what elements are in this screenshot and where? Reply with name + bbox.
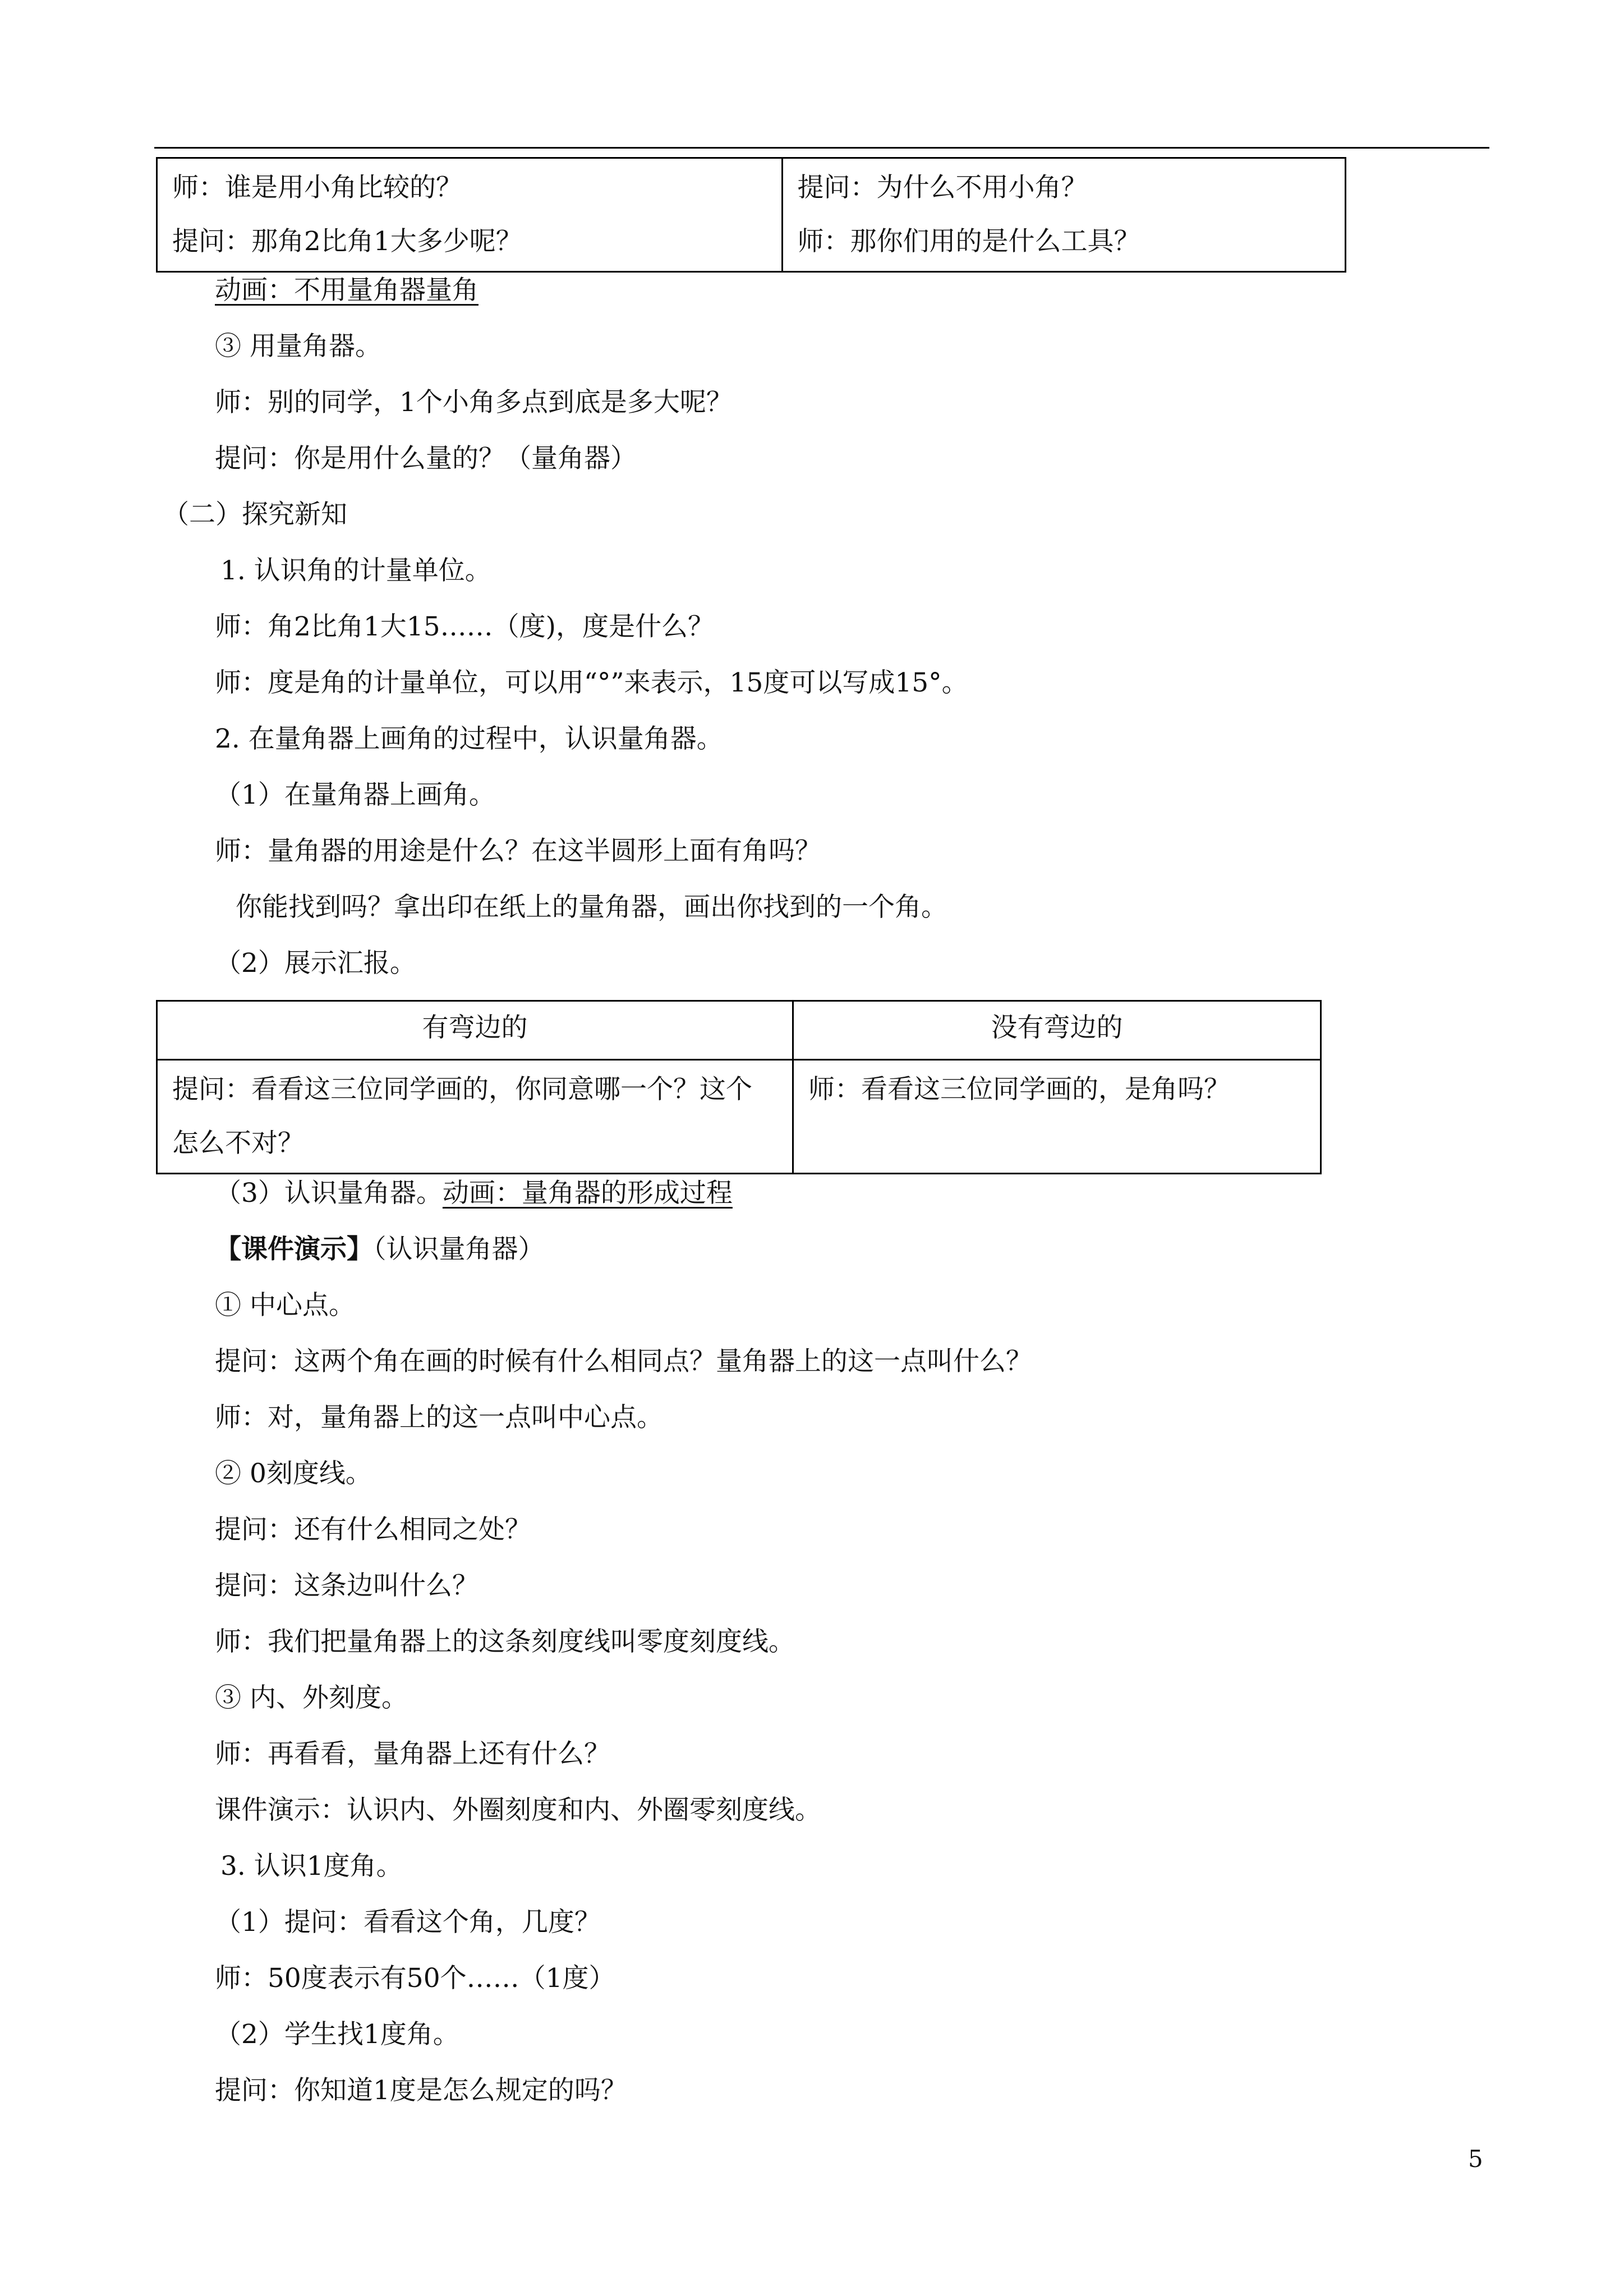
report-table <box>156 1000 1322 1174</box>
dialogue-table-1 <box>156 157 1346 273</box>
paragraph-text: （认识量角器） <box>373 1234 545 1265</box>
paragraph: ① 中心点。 <box>215 1290 355 1321</box>
table-row <box>157 1060 1321 1174</box>
paragraph: 课件演示：认识内、外圈刻度和内、外圈零刻度线。 <box>215 1795 821 1825</box>
paragraph: 提问：你知道1度是怎么规定的吗？ <box>215 2075 627 2106</box>
header-rule <box>154 147 1489 149</box>
paragraph: 提问：还有什么相同之处？ <box>215 1514 531 1545</box>
subsection-heading: 1. 认识角的计量单位。 <box>220 555 491 586</box>
column-header: 有弯边的 <box>157 1001 793 1060</box>
animation-note: 动画：量角器的形成过程 <box>442 1178 733 1209</box>
paragraph: ③ 内、外刻度。 <box>215 1682 408 1713</box>
section-heading: （二）探究新知 <box>163 499 347 530</box>
table-row <box>157 158 1346 272</box>
paragraph: 师：再看看，量角器上还有什么？ <box>215 1739 610 1769</box>
paragraph: 师：度是角的计量单位，可以用“°”来表示，15度可以写成15°。 <box>215 667 968 698</box>
paragraph: 师：对，量角器上的这一点叫中心点。 <box>215 1402 663 1433</box>
paragraph: 师：别的同学，1个小角多点到底是多大呢？ <box>215 387 733 418</box>
paragraph: （1）提问：看看这个角，几度？ <box>215 1907 601 1938</box>
paragraph: 提问：你是用什么量的？（量角器） <box>215 443 637 474</box>
page-number: 5 <box>1468 2145 1483 2173</box>
paragraph: 你能找到吗？拿出印在纸上的量角器，画出你找到的一个角。 <box>236 892 947 923</box>
column-header: 没有弯边的 <box>793 1001 1321 1060</box>
paragraph <box>215 1177 733 1210</box>
paragraph: 师：角2比角1大15……（度)，度是什么？ <box>215 611 714 642</box>
paragraph: （2）展示汇报。 <box>215 948 416 979</box>
animation-note: 动画：不用量角器量角 <box>215 275 479 306</box>
table-cell: 提问：看看这三位同学画的，你同意哪一个？这个怎么不对？ <box>157 1060 793 1174</box>
paragraph: （1）在量角器上画角。 <box>215 780 495 810</box>
paragraph: （2）学生找1度角。 <box>215 2019 459 2050</box>
paragraph <box>215 1233 545 1266</box>
subsection-heading: 3. 认识1度角。 <box>220 1851 403 1882</box>
paragraph: 师：我们把量角器上的这条刻度线叫零度刻度线。 <box>215 1626 795 1657</box>
paragraph: ② 0刻度线。 <box>215 1458 372 1489</box>
table-cell: 师：看看这三位同学画的，是角吗？ <box>793 1060 1321 1174</box>
paragraph: 提问：这条边叫什么？ <box>215 1570 479 1601</box>
paragraph: 师：量角器的用途是什么？在这半圆形上面有角吗？ <box>215 836 821 866</box>
table-cell: 师：谁是用小角比较的？ 提问：那角2比角1大多少呢？ <box>157 158 783 272</box>
table-cell: 提问：为什么不用小角？ 师：那你们用的是什么工具？ <box>782 158 1346 272</box>
paragraph: 师：50度表示有50个……（1度） <box>215 1963 615 1994</box>
paragraph: ③ 用量角器。 <box>215 331 381 362</box>
subsection-heading: 2. 在量角器上画角的过程中，认识量角器。 <box>215 723 723 754</box>
paragraph: 提问：这两个角在画的时候有什么相同点？量角器上的这一点叫什么？ <box>215 1346 1032 1377</box>
table-header-row <box>157 1001 1321 1060</box>
paragraph-text: （3）认识量角器。 <box>215 1178 443 1209</box>
demo-label: 【课件演示】 <box>215 1234 373 1265</box>
